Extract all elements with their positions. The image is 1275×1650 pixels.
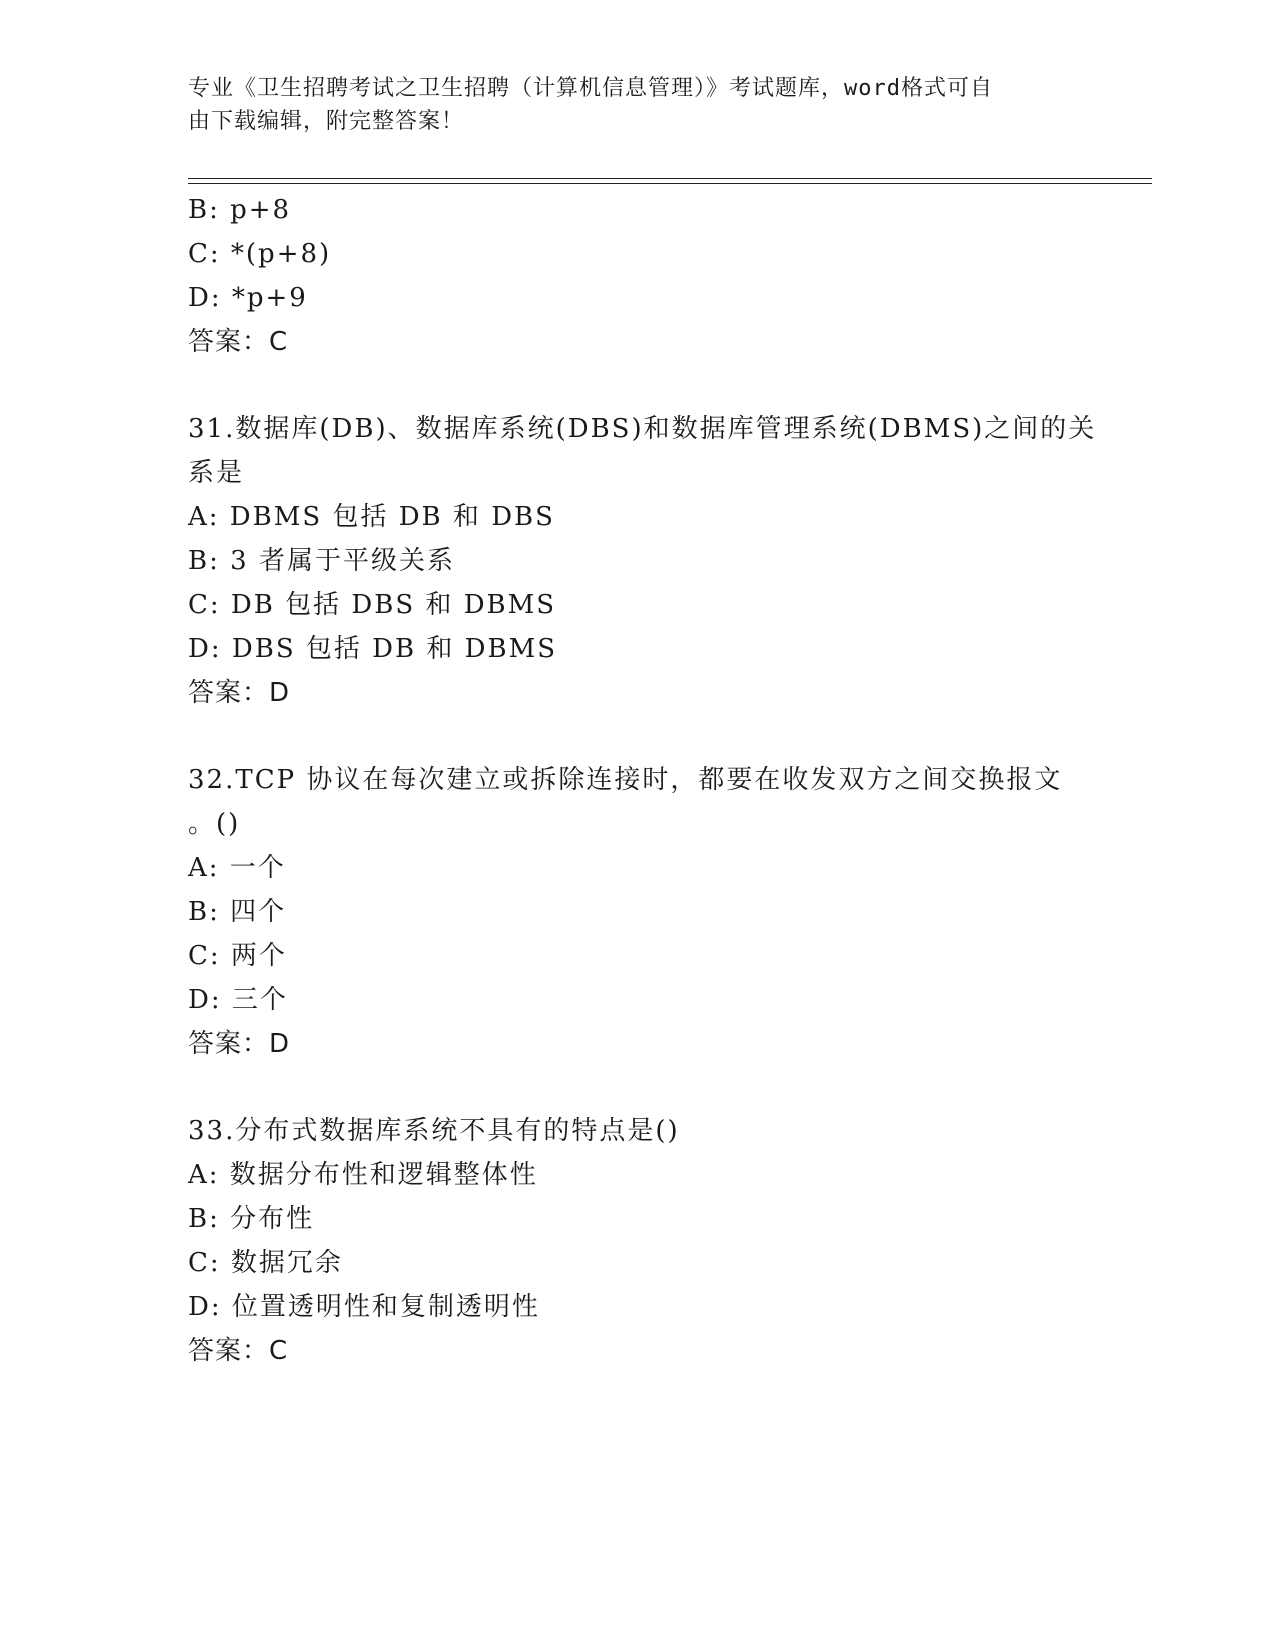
question-31-stem-line-2: 系是: [188, 458, 245, 488]
question-32-option-a: A: 一个: [188, 853, 286, 883]
question-32-answer: 答案：D: [188, 1029, 291, 1059]
document-header: [188, 72, 1068, 138]
question-32-option-c: C: 两个: [188, 941, 287, 971]
question-33-stem-line-1: 33.分布式数据库系统不具有的特点是(): [188, 1116, 680, 1146]
question-31-option-c: C: DB 包括 DBS 和 DBMS: [188, 590, 557, 620]
question-32-stem-line-2: 。(): [188, 809, 241, 839]
header-divider-top: [188, 178, 1152, 179]
question-33-option-d: D: 位置透明性和复制透明性: [188, 1292, 540, 1322]
header-line-2: 由下载编辑，附完整答案！: [188, 109, 465, 134]
question-33-option-b: B: 分布性: [188, 1204, 315, 1234]
question-31-answer: 答案：D: [188, 678, 291, 708]
question-31-option-a: A: DBMS 包括 DB 和 DBS: [188, 502, 555, 532]
question-32-option-b: B: 四个: [188, 897, 287, 927]
question-33-answer: 答案：C: [188, 1336, 289, 1366]
question-31-stem-line-1: 31.数据库(DB)、数据库系统(DBS)和数据库管理系统(DBMS)之间的关: [188, 414, 1097, 444]
question-32-option-d: D: 三个: [188, 985, 288, 1015]
answer: 答案：C: [188, 327, 289, 357]
question-31-option-d: D: DBS 包括 DB 和 DBMS: [188, 634, 558, 664]
header-divider-bottom: [188, 183, 1152, 184]
option-d: D: *p+9: [188, 283, 308, 313]
option-b: B: p+8: [188, 195, 292, 225]
header-line-1: 专业《卫生招聘考试之卫生招聘（计算机信息管理）》考试题库，word格式可自: [188, 76, 993, 101]
question-33-option-c: C: 数据冗余: [188, 1248, 343, 1278]
question-31-option-b: B: 3 者属于平级关系: [188, 546, 455, 576]
option-c: C: *(p+8): [188, 239, 332, 269]
question-33-option-a: A: 数据分布性和逻辑整体性: [188, 1160, 538, 1190]
question-32-stem-line-1: 32.TCP 协议在每次建立或拆除连接时，都要在收发双方之间交换报文: [188, 765, 1063, 795]
